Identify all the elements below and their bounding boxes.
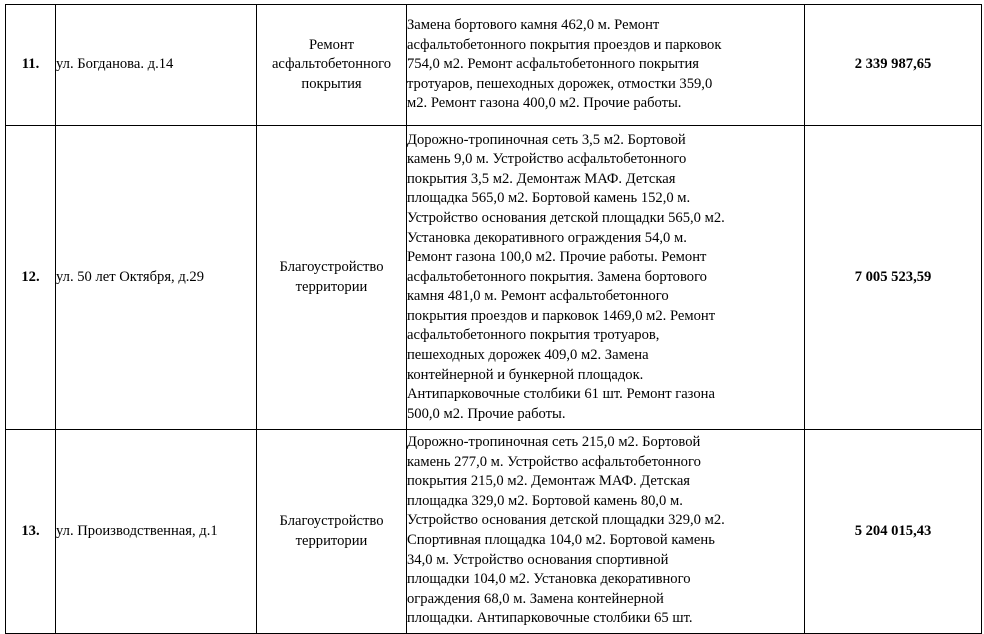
description-line: площадка 565,0 м2. Бортовой камень 152,0 м. — [407, 190, 691, 207]
work-type-line: территории — [295, 532, 368, 549]
description-line: камня 481,0 м. Ремонт асфальтобетонного — [407, 288, 669, 305]
description-line: асфальтобетонного покрытия. Замена бортового — [407, 268, 707, 285]
address-cell: ул. Богданова. д.14 — [56, 5, 257, 126]
table-row — [6, 5, 982, 126]
work-type-cell — [257, 5, 407, 126]
description-line: площадки. Антипарковочные столбики 65 шт. — [407, 610, 693, 627]
amount-cell: 7 005 523,59 — [805, 126, 982, 430]
work-type-line: покрытия — [301, 75, 362, 92]
work-type-line: Благоустройство — [279, 512, 384, 529]
description-cell — [407, 126, 805, 430]
description-line: Замена бортового камня 462,0 м. Ремонт — [407, 17, 660, 34]
row-number: 11. — [6, 5, 56, 126]
description-line: тротуаров, пешеходных дорожек, отмостки 359,0 — [407, 75, 713, 92]
description-line: пешеходных дорожек 409,0 м2. Замена — [407, 347, 649, 364]
work-type-cell — [257, 430, 407, 634]
description-line: Антипарковочные столбики 61 шт. Ремонт газона — [407, 386, 715, 403]
description-line: асфальтобетонного покрытия проездов и парковок — [407, 36, 722, 53]
description-line: покрытия 215,0 м2. Демонтаж МАФ. Детская — [407, 473, 691, 490]
table-row — [6, 430, 982, 634]
address-cell: ул. Производственная, д.1 — [56, 430, 257, 634]
description-line: Устройство основания детской площадки 329,0 м2. — [407, 512, 725, 529]
description-line: асфальтобетонного покрытия тротуаров, — [407, 327, 660, 344]
amount-cell: 5 204 015,43 — [805, 430, 982, 634]
description-line: камень 9,0 м. Устройство асфальтобетонного — [407, 151, 687, 168]
description-line: Дорожно-тропиночная сеть 3,5 м2. Бортовой — [407, 131, 686, 148]
work-type-cell — [257, 126, 407, 430]
description-cell — [407, 5, 805, 126]
description-cell — [407, 430, 805, 634]
description-line: покрытия проездов и парковок 1469,0 м2. Ремонт — [407, 307, 716, 324]
row-number: 12. — [6, 126, 56, 430]
description-line: 34,0 м. Устройство основания спортивной — [407, 551, 669, 568]
description-line: 754,0 м2. Ремонт асфальтобетонного покрытия — [407, 56, 700, 73]
description-line: Спортивная площадка 104,0 м2. Бортовой камень — [407, 531, 715, 548]
table-row — [6, 126, 982, 430]
description-line: Установка декоративного ограждения 54,0 м. — [407, 229, 687, 246]
work-type-line: Ремонт — [308, 36, 355, 53]
description-line: контейнерной и бункерной площадок. — [407, 366, 644, 383]
amount-cell: 2 339 987,65 — [805, 5, 982, 126]
works-table — [5, 4, 982, 634]
description-line: площадки 104,0 м2. Установка декоративного — [407, 571, 691, 588]
row-number: 13. — [6, 430, 56, 634]
work-type-line: территории — [295, 278, 368, 295]
description-line: Устройство основания детской площадки 565,0 м2. — [407, 209, 725, 226]
address-cell: ул. 50 лет Октября, д.29 — [56, 126, 257, 430]
description-line: 500,0 м2. Прочие работы. — [407, 405, 566, 422]
description-line: площадка 329,0 м2. Бортовой камень 80,0 м. — [407, 492, 683, 509]
description-line: Ремонт газона 100,0 м2. Прочие работы. Ремонт — [407, 249, 707, 266]
work-type-line: асфальтобетонного — [271, 56, 392, 73]
description-line: ограждения 68,0 м. Замена контейнерной — [407, 590, 664, 607]
description-line: Дорожно-тропиночная сеть 215,0 м2. Бортовой — [407, 434, 701, 450]
description-line: покрытия 3,5 м2. Демонтаж МАФ. Детская — [407, 170, 676, 187]
work-type-line: Благоустройство — [279, 258, 384, 275]
description-line: м2. Ремонт газона 400,0 м2. Прочие работы. — [407, 95, 682, 112]
description-line: камень 277,0 м. Устройство асфальтобетонного — [407, 453, 701, 470]
